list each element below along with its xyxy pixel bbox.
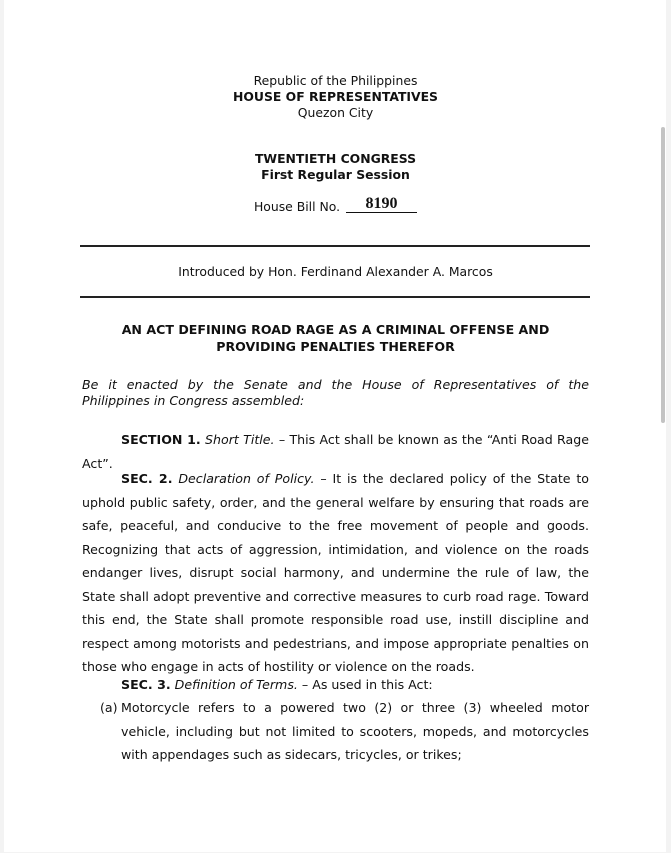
session-line: First Regular Session [261, 167, 410, 182]
bill-label: House Bill No. [253, 199, 341, 214]
bill-number-line [0, 196, 671, 214]
section-3 [82, 673, 589, 697]
section-2-dash: – [314, 471, 333, 486]
definition-item-a-label: (a) [100, 700, 118, 715]
enacting-clause: Be it enacted by the Senate and the House of Representatives of the Philippines in Congress assembled: [82, 377, 589, 408]
house-line: HOUSE OF REPRESENTATIVES [233, 89, 438, 104]
section-1-title: Short Title. [205, 432, 275, 447]
section-3-dash: – [297, 677, 313, 692]
section-3-title: Definition of Terms. [174, 677, 298, 692]
section-1-dash: – [274, 432, 290, 447]
section-2-body: It is the declared policy of the State to uphold public safety, order, and the general welfare by ensuring that roads are safe, peaceful, and conducive to the free movement of people and goods. Recognizing that acts of aggression, intimidation, and violence on the roads endanger lives, disrupt social harmony, and undermine the rule of law, the State shall adopt preventive and corrective measures to curb road rage. Toward this end, the State shall promote responsible road use, instill discipline and respect among motorists and pedestrians, and impose appropriate penalties on those who engage in acts of hostility or violence on the roads. [82, 471, 590, 674]
section-2-heading: SEC. 2. [121, 471, 173, 486]
section-3-body: As used in this Act: [312, 677, 433, 692]
section-2 [82, 467, 589, 679]
congress-line: TWENTIETH CONGRESS [254, 151, 417, 166]
divider-bottom [80, 296, 590, 298]
definition-item-a-text: Motorcycle refers to a powered two (2) or three (3) wheeled motor vehicle, including but not limited to scooters, mopeds, and motorcycles with appendages such as sidecars, tricycles, or trikes; [121, 700, 589, 762]
bill-number: 8190 [346, 195, 417, 213]
republic-line: Republic of the Philippines [253, 73, 418, 88]
divider-top [80, 245, 590, 247]
bill-title: AN ACT DEFINING ROAD RAGE AS A CRIMINAL OFFENSE AND PROVIDING PENALTIES THEREFOR [121, 322, 550, 354]
section-3-heading: SEC. 3. [121, 677, 171, 692]
section-1-heading: SECTION 1. [121, 432, 201, 447]
introduced-by: Introduced by Hon. Ferdinand Alexander A. Marcos [178, 264, 493, 279]
section-1-body: This Act shall be known as the “Anti Road Rage Act”. [82, 432, 589, 471]
city-line: Quezon City [297, 105, 374, 120]
section-2-title: Declaration of Policy. [178, 471, 315, 486]
definition-item-a [100, 696, 589, 767]
